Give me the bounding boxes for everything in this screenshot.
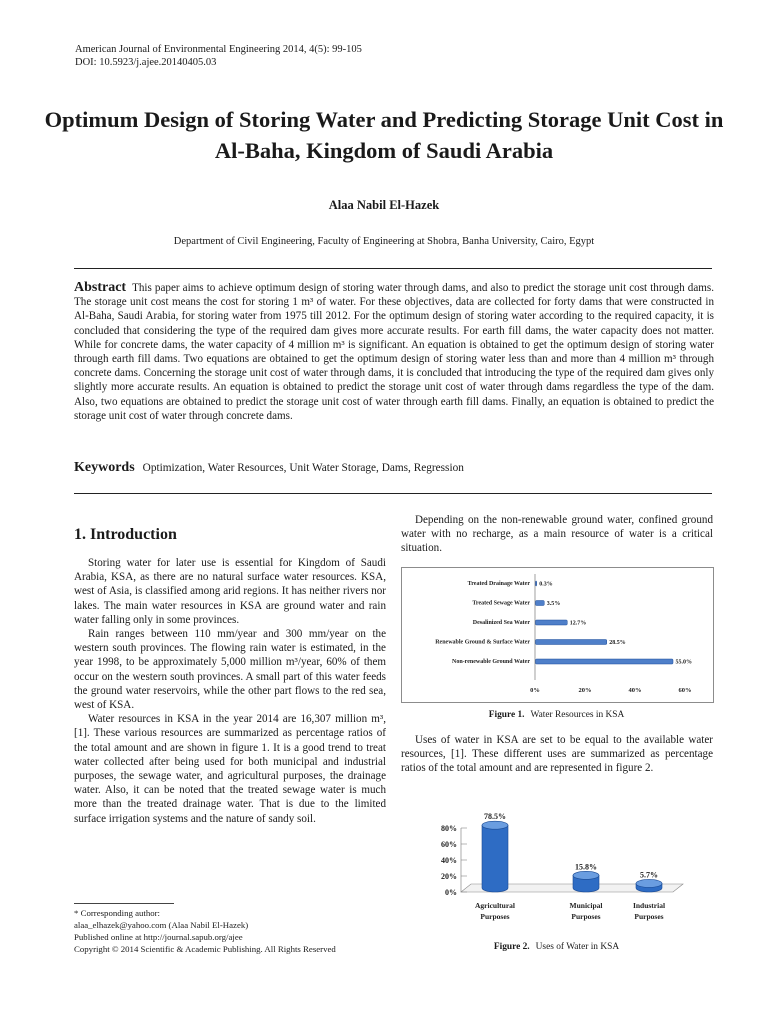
y-tick-label: 80% bbox=[441, 824, 457, 833]
category-label: Treated Drainage Water bbox=[467, 581, 530, 587]
y-tick-label: 40% bbox=[441, 856, 457, 865]
category-label: Agricultural bbox=[475, 901, 515, 910]
section-heading: 1. Introduction bbox=[74, 526, 177, 543]
data-label: 5.7% bbox=[640, 870, 658, 880]
category-label: Purposes bbox=[634, 912, 664, 921]
intro-paragraph-3: Water resources in KSA in the year 2014 are 16,307 million m³, [1]. These various resources are summarized as percentage ratios of the total amount and are shown in figure 1. It is a good trend to treat water collected after being used for both municipal and industrial purposes, the sewage water, and agricultural purposes, the drainage water. Also, it can be noted that the treated sewage water is much more than the treated drainage water. That is due to the limited surface irrigation systems and the nature of sandy soil. bbox=[74, 713, 386, 825]
keywords-label: Keywords bbox=[74, 460, 135, 475]
footnote-corresponding: * Corresponding author: bbox=[74, 908, 161, 918]
figure-2-caption bbox=[401, 942, 712, 952]
category-label: Municipal bbox=[569, 901, 603, 910]
intro-right-text-2 bbox=[401, 733, 713, 776]
intro-right-text-1 bbox=[401, 513, 713, 556]
figure-1-label: Figure 1. bbox=[488, 710, 525, 720]
data-label: 3.5% bbox=[546, 601, 561, 607]
doi: DOI: 10.5923/j.ajee.20140405.03 bbox=[75, 57, 217, 68]
intro-left-column bbox=[74, 556, 386, 826]
divider-top bbox=[74, 268, 712, 269]
category-label: Desalinized Sea Water bbox=[472, 620, 530, 626]
x-tick-label: 40% bbox=[628, 687, 642, 694]
bar bbox=[482, 825, 508, 892]
x-tick-label: 20% bbox=[578, 687, 592, 694]
affiliation: Department of Civil Engineering, Faculty of Engineering at Shobra, Banha University, Cairo, Egypt bbox=[173, 236, 595, 247]
bar-top bbox=[573, 871, 599, 879]
category-label: Purposes bbox=[480, 912, 510, 921]
abstract-text: This paper aims to achieve optimum design of storing water through dams, and also to predict the storage unit cost through dams. The storage unit cost means the cost for storing 1 m³ of water. For these objectives, data are collected for forty dams that were constructed in Al-Baha, Saudi Arabia, for storing water from 1975 till 2012. For the optimum design of storing water according to the required capacity, it is concluded that considering the type of the required dam gives more accurate results. For earth fill dams, the water capacity does not matter. While for concrete dams, the water capacity of 4 million m³ is significant. An equation is obtained to get the optimum design of storing water through earth fill dams. Two equations are obtained to get the optimum design of storing water less than and more than 4 million m³ through concrete dams. Concerning the storage unit cost of water through dams, it is concluded that introducing the type of the required dam gives only slightly more accurate results. An equation is obtained to predict the storage unit cost of water through dams regardless the type of the dam. Also, two equations are obtained to predict the storage unit cost of water through earth fill dams. Finally, an equation is obtained to predict the storage unit cost of water through concrete dams. bbox=[74, 282, 714, 422]
figure-1-caption bbox=[401, 710, 712, 720]
journal-header bbox=[75, 43, 362, 69]
y-tick-label: 60% bbox=[441, 840, 457, 849]
y-tick-label: 20% bbox=[441, 872, 457, 881]
keywords-text: Optimization, Water Resources, Unit Water Storage, Dams, Regression bbox=[142, 462, 464, 474]
footnote-rule bbox=[74, 903, 174, 904]
y-tick-label: 0% bbox=[445, 888, 457, 897]
figure-1-caption-text: Water Resources in KSA bbox=[530, 710, 625, 720]
abstract-label: Abstract bbox=[74, 280, 127, 295]
data-label: 28.5% bbox=[609, 640, 626, 646]
intro-paragraph-2: Rain ranges between 110 mm/year and 300 mm/year on the western south provinces. The flowing rain water is estimated, in the year 1998, to be approximately 5,000 million m³/year, 60% of them occur on the western south provinces. A small part of this water feeds the ground water reservoirs, while the other part flows to the red sea, west of KSA. bbox=[74, 628, 386, 712]
bar bbox=[536, 640, 607, 645]
journal-citation: American Journal of Environmental Engineering 2014, 4(5): 99-105 bbox=[75, 44, 362, 55]
data-label: 12.7% bbox=[569, 620, 587, 627]
footnote-published: Published online at http://journal.sapub.org/ajee bbox=[74, 932, 243, 942]
x-tick-label: 0% bbox=[530, 687, 540, 694]
data-label: 78.5% bbox=[484, 812, 506, 822]
data-label: 55.0% bbox=[675, 659, 692, 666]
figure-2-chart bbox=[401, 803, 712, 936]
bar-top bbox=[482, 821, 508, 829]
bar bbox=[536, 581, 537, 586]
abstract bbox=[74, 281, 714, 423]
figure-1-svg bbox=[402, 568, 713, 702]
bar-top bbox=[636, 879, 662, 887]
data-label: 0.3% bbox=[539, 581, 553, 588]
intro-right-paragraph-2: Uses of water in KSA are set to be equal to the available water resources, [1]. These different uses are summarized as percentage ratios of the total amount and are represented in figure 2. bbox=[401, 734, 713, 775]
footnote bbox=[74, 907, 336, 955]
data-label: 15.8% bbox=[575, 862, 597, 872]
paper-title: Optimum Design of Storing Water and Predicting Storage Unit Cost in Al-Baha, Kingdom of Saudi Arabia bbox=[44, 107, 724, 163]
footnote-copyright: Copyright © 2014 Scientific & Academic Publishing. All Rights Reserved bbox=[74, 944, 336, 954]
intro-paragraph-1: Storing water for later use is essential for Kingdom of Saudi Arabia, KSA, as there are no natural surface water resources. KSA, west of Asia, is classified among arid regions. It has neither rivers nor lakes. The main water resources in KSA are ground water and rain water falling only in some provinces. bbox=[74, 557, 386, 626]
category-label: Non-renewable Ground Water bbox=[451, 659, 530, 665]
category-label: Treated Sewage Water bbox=[472, 600, 530, 607]
bar bbox=[536, 601, 545, 606]
keywords bbox=[74, 460, 464, 476]
figure-2-svg bbox=[401, 803, 712, 936]
figure-2-caption-text: Uses of Water in KSA bbox=[535, 942, 620, 952]
intro-right-paragraph-1: Depending on the non-renewable ground water, confined ground water with no recharge, as a main resource of water is a critical situation. bbox=[401, 514, 713, 555]
figure-2-label: Figure 2. bbox=[493, 942, 530, 952]
x-tick-label: 60% bbox=[678, 687, 692, 694]
category-label: Industrial bbox=[632, 901, 666, 910]
author-name: Alaa Nabil El-Hazek bbox=[328, 198, 440, 212]
divider-bottom bbox=[74, 493, 712, 494]
footnote-email: alaa_elhazek@yahoo.com (Alaa Nabil El-Hazek) bbox=[74, 920, 249, 930]
figure-1-chart bbox=[401, 567, 714, 703]
bar bbox=[536, 659, 674, 664]
category-label: Purposes bbox=[571, 912, 601, 921]
category-label: Renewable Ground & Surface Water bbox=[435, 639, 530, 646]
bar bbox=[536, 620, 568, 625]
